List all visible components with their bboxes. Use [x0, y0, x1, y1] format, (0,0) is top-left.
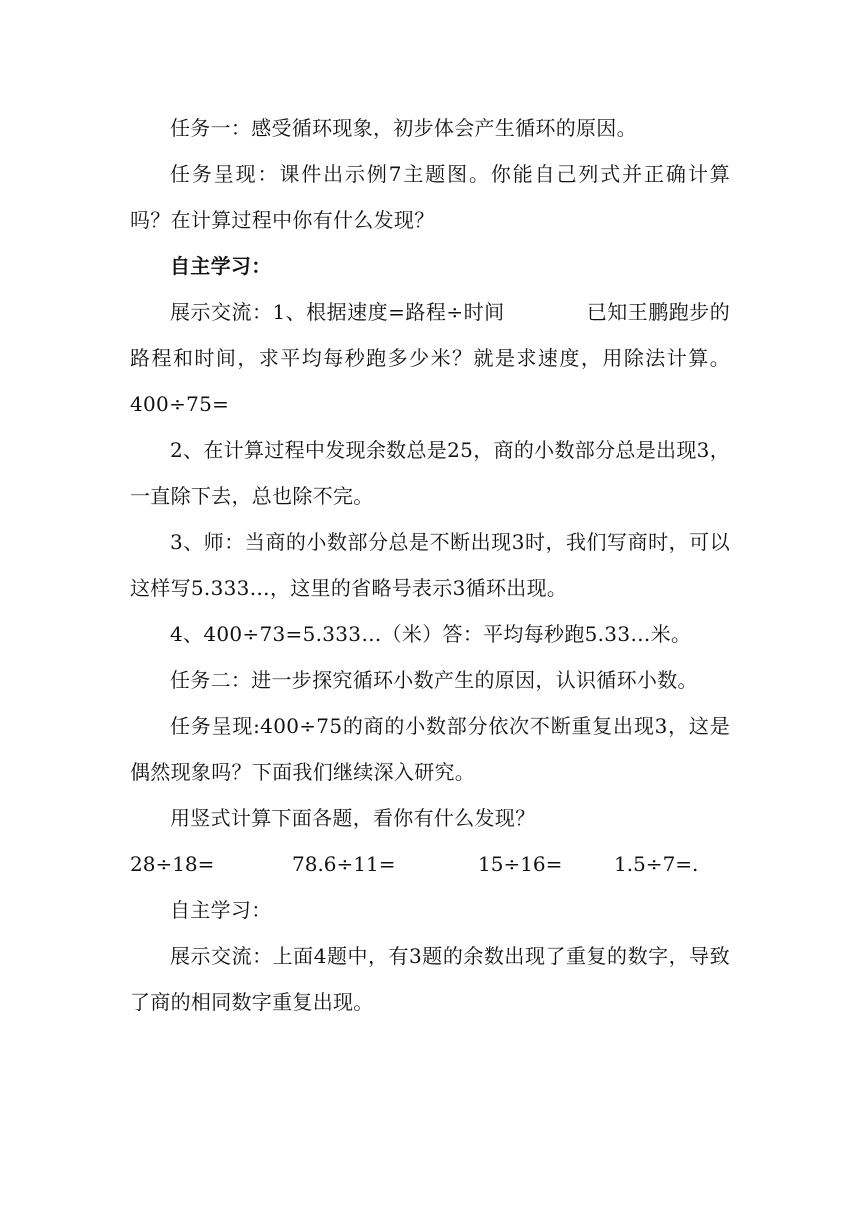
discussion-point-2: 2、在计算过程中发现余数总是25，商的小数部分总是出现3，一直除下去，总也除不完。	[130, 438, 730, 508]
discussion-point-4: 4、400÷73=5.333…（米）答：平均每秒跑5.33…米。	[170, 622, 692, 646]
discussion-point-3: 3、师：当商的小数部分总是不断出现3时，我们写商时，可以这样写5.333…，这里的省略号表示3循环出现。	[130, 530, 730, 600]
discussion-point-1-explanation: 已知王鹏跑步的路程和时间，求平均每秒跑多少米？就是求速度，用除法计算。400÷75=	[130, 300, 730, 416]
task-one-presentation: 任务呈现：课件出示例7主题图。你能自己列式并正确计算吗？在计算过程中你有什么发现？	[130, 162, 730, 232]
exercise-item: 15÷16=	[478, 852, 563, 876]
task-one-heading: 任务一：感受循环现象，初步体会产生循环的原因。	[170, 116, 637, 140]
self-study-heading-bold: 自主学习：	[170, 254, 272, 278]
self-study-heading: 自主学习：	[170, 898, 272, 922]
discussion-point-1	[130, 289, 730, 427]
task-two-discussion: 展示交流：上面4题中，有3题的余数出现了重复的数字，导致了商的相同数字重复出现。	[130, 944, 730, 1014]
vertical-calculation-instruction: 用竖式计算下面各题，看你有什么发现？	[170, 806, 536, 830]
task-two-presentation: 任务呈现:400÷75的商的小数部分依次不断重复出现3，这是偶然现象吗？下面我们继续深入研究。	[130, 714, 730, 784]
exercise-item: 28÷18=	[130, 852, 215, 876]
exercise-item: 1.5÷7=.	[614, 852, 699, 876]
document-body	[130, 105, 730, 1025]
exercise-item: 78.6÷11=	[292, 852, 396, 876]
discussion-point-1-formula: 展示交流：1、根据速度=路程÷时间	[170, 300, 505, 324]
task-two-heading: 任务二：进一步探究循环小数产生的原因，认识循环小数。	[170, 668, 698, 692]
exercise-row	[130, 841, 730, 887]
